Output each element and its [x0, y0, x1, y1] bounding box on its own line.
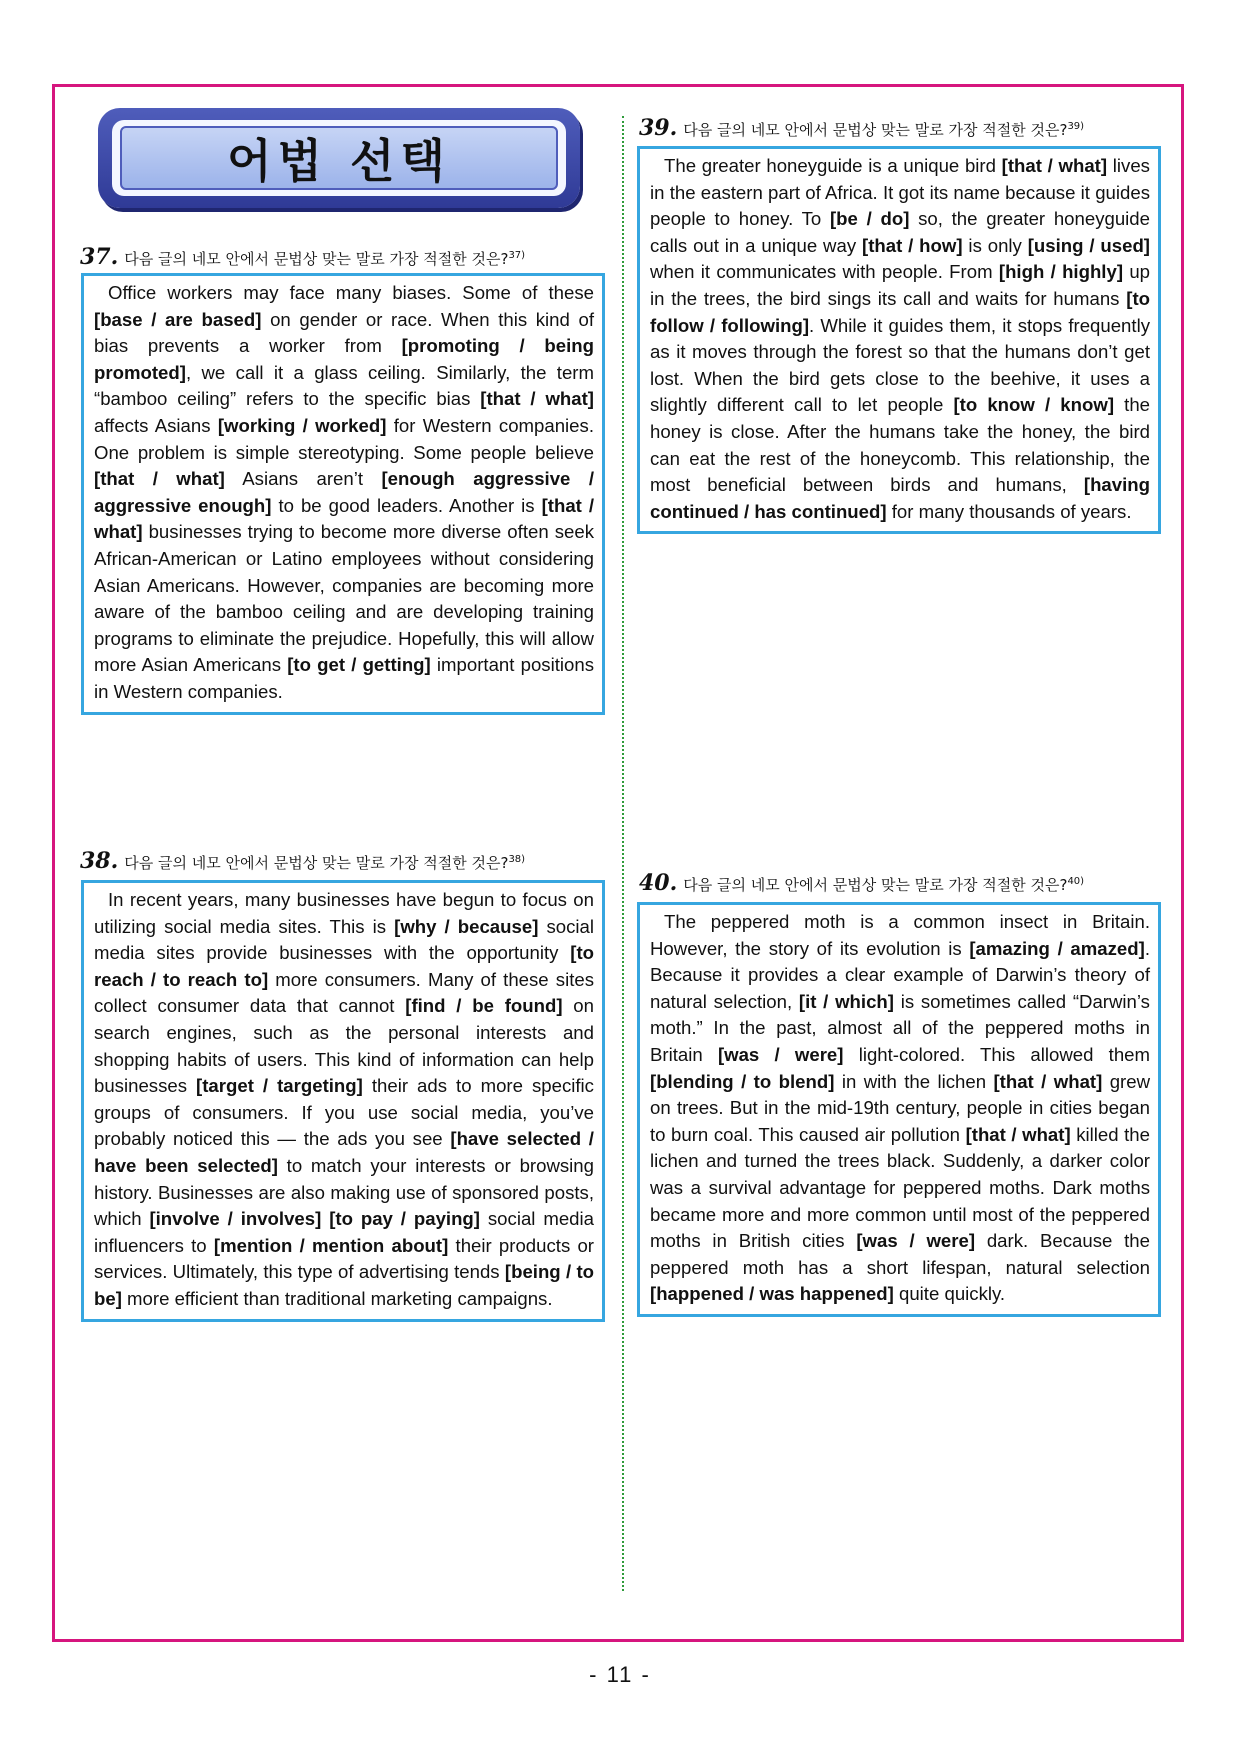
section-title-inner	[112, 120, 566, 196]
answer-choice: [that / how]	[862, 234, 963, 256]
passage-box-40	[637, 902, 1161, 1317]
answer-choice: [mention / mention about]	[213, 1234, 449, 1256]
answer-choice: [was / were]	[717, 1043, 844, 1065]
passage-text: is only	[962, 234, 1028, 256]
passage-text: dark. Because the peppered moth has a short lifespan, natural selection	[650, 1230, 1150, 1278]
passage-text: In recent years, many businesses have begun to focus on utilizing social media sites. This is	[94, 889, 594, 937]
answer-choice: [amazing / amazed]	[969, 937, 1145, 959]
answer-choice: [it / which]	[798, 990, 894, 1012]
answer-choice: [to reach / to reach to]	[94, 942, 594, 990]
answer-choice: [to follow / following]	[650, 287, 1150, 336]
answer-choice: [find / be found]	[405, 995, 563, 1017]
passage-text: lives in the eastern part of Africa. It got its name because it guides people to honey. To	[650, 155, 1150, 230]
passage-box-37	[81, 273, 605, 715]
passage-text: their products or services. Ultimately, this type of advertising tends	[94, 1234, 594, 1283]
footnote-ref: 38)	[508, 854, 526, 865]
answer-choice: [that / what]	[993, 1070, 1103, 1092]
question-header-38	[80, 848, 525, 874]
passage-box-38	[81, 880, 605, 1322]
passage-text: up in the trees, the bird sings its call and waits for humans	[650, 261, 1150, 309]
question-prompt: 다음 글의 네모 안에서 문법상 맞는 말로 가장 적절한 것은?	[124, 250, 509, 268]
answer-choice: [that / what]	[480, 388, 594, 410]
answer-choice: [that / what]	[965, 1123, 1071, 1145]
answer-choice: [involve / involves]	[149, 1208, 322, 1230]
passage-text: on gender or race. When this kind of bias prevents a worker from	[94, 308, 594, 357]
passage-text: in with the lichen	[834, 1070, 994, 1092]
question-number: 38.	[80, 848, 119, 874]
answer-choice: [enough aggressive / aggressive enough]	[94, 468, 594, 516]
answer-choice: [working / worked]	[217, 414, 387, 436]
answer-choice: [be / do]	[829, 208, 910, 230]
passage-text: more consumers. Many of these sites collect consumer data that cannot	[94, 968, 594, 1017]
answer-choice: [being / to be]	[94, 1261, 594, 1309]
passage-text: quite quickly.	[893, 1283, 1006, 1305]
section-title-core	[120, 126, 558, 190]
question-number: 39.	[639, 115, 678, 141]
question-header-40	[639, 870, 1084, 896]
passage-text: The peppered moth is a common insect in Britain. However, the story of its evolution is	[650, 911, 1150, 959]
answer-choice: [target / targeting]	[196, 1075, 363, 1097]
passage-text: light-colored. This allowed them	[843, 1043, 1150, 1065]
question-number: 37.	[80, 244, 119, 270]
answer-choice: [that / what]	[1001, 155, 1108, 176]
question-prompt: 다음 글의 네모 안에서 문법상 맞는 말로 가장 적절한 것은?	[683, 876, 1068, 894]
answer-choice: [blending / to blend]	[650, 1070, 835, 1092]
passage-text: is sometimes called “Darwin’s moth.” In the past, almost all of the peppered moths in Britain	[650, 990, 1150, 1065]
passage-text: killed the lichen and turned the trees black. Suddenly, a darker color was a survival advantage for peppered moths. Dark moths became more and more common until most of the peppered moths in British cities	[650, 1123, 1150, 1252]
footnote-ref: 40)	[1067, 876, 1085, 887]
passage-text: Asians aren’t	[224, 468, 382, 490]
passage-text: Office workers may face many biases. Some of these	[108, 282, 594, 303]
passage-text: for Western companies. One problem is simple stereotyping. Some people believe	[94, 414, 594, 463]
answer-choice: [promoting / being promoted]	[94, 335, 595, 383]
answer-choice: [to get / getting]	[287, 654, 431, 676]
passage-text: on search engines, such as the personal interests and shopping habits of users. This kind of information can help businesses	[94, 995, 594, 1097]
passage-text: to match your interests or browsing history. Businesses are also making use of sponsored posts, which	[94, 1154, 594, 1230]
answer-choice: [to know / know]	[953, 394, 1115, 416]
column-divider	[622, 116, 624, 1591]
answer-choice: [using / used]	[1027, 234, 1150, 256]
passage-box-39	[637, 146, 1161, 534]
passage-text: businesses trying to become more diverse often seek African-American or Latino employees without considering Asian Americans. However, companies are becoming more aware of the bamboo ceiling and are developing training programs to eliminate the prejudice. Hopefully, this will allow more Asian Americans	[94, 521, 594, 676]
answer-choice: [that / what]	[94, 468, 225, 490]
answer-choice: [having continued / has continued]	[650, 474, 1150, 522]
answer-choice: [to pay / paying]	[329, 1208, 480, 1230]
passage-text: affects Asians	[94, 414, 218, 436]
answer-choice: [why / because]	[394, 915, 539, 937]
question-prompt: 다음 글의 네모 안에서 문법상 맞는 말로 가장 적절한 것은?	[683, 121, 1068, 139]
passage-text: to be good leaders. Another is	[271, 494, 542, 516]
question-header-37	[80, 244, 525, 270]
passage-text: their ads to more specific groups of consumers. If you use social media, you’ve probably noticed this — the ads you see	[94, 1075, 594, 1150]
passage-text: important positions in Western companies.	[94, 654, 594, 702]
passage-text: . While it guides them, it stops frequently as it moves through the forest so that the humans don’t get lost. When the bird gets close to the beehive, it uses a slightly different call to let people	[650, 314, 1150, 416]
passage-text: grew on trees. But in the mid-19th century, people in cities began to burn coal. This caused air pollution	[650, 1070, 1151, 1145]
page-number: - 11 -	[589, 1662, 651, 1687]
footnote-ref: 37)	[508, 250, 526, 261]
passage-text: when it communicates with people. From	[650, 261, 999, 283]
passage-text: so, the greater honeyguide calls out in a unique way	[650, 208, 1150, 256]
question-header-39	[639, 115, 1084, 141]
question-number: 40.	[639, 870, 678, 896]
passage-text: . Because it provides a clear example of Darwin’s theory of natural selection,	[650, 937, 1150, 1012]
passage-text: the honey is close. After the humans take the honey, the bird can eat the rest of the honeycomb. This relationship, the most beneficial between birds and humans,	[650, 394, 1151, 496]
passage-text: social media sites provide businesses with the opportunity	[94, 915, 594, 964]
section-title: 어법 선택	[227, 134, 451, 188]
answer-choice: [base / are based]	[94, 308, 262, 330]
passage-text: for many thousands of years.	[886, 500, 1132, 522]
answer-choice: [have selected / have been selected]	[94, 1128, 594, 1176]
answer-choice: [high / highly]	[998, 261, 1124, 283]
passage-text: The greater honeyguide is a unique bird	[664, 155, 1002, 176]
question-prompt: 다음 글의 네모 안에서 문법상 맞는 말로 가장 적절한 것은?	[124, 854, 509, 872]
footnote-ref: 39)	[1067, 121, 1085, 132]
answer-choice: [that / what]	[94, 494, 595, 543]
passage-text: , we call it a glass ceiling. Similarly, the term “bamboo ceiling” refers to the specific bias	[94, 361, 594, 410]
section-title-plaque	[98, 108, 580, 208]
passage-text: social media influencers to	[94, 1208, 594, 1256]
answer-choice: [was / were]	[856, 1230, 976, 1252]
answer-choice: [happened / was happened]	[650, 1283, 894, 1305]
passage-text: more efficient than traditional marketing campaigns.	[121, 1287, 553, 1309]
